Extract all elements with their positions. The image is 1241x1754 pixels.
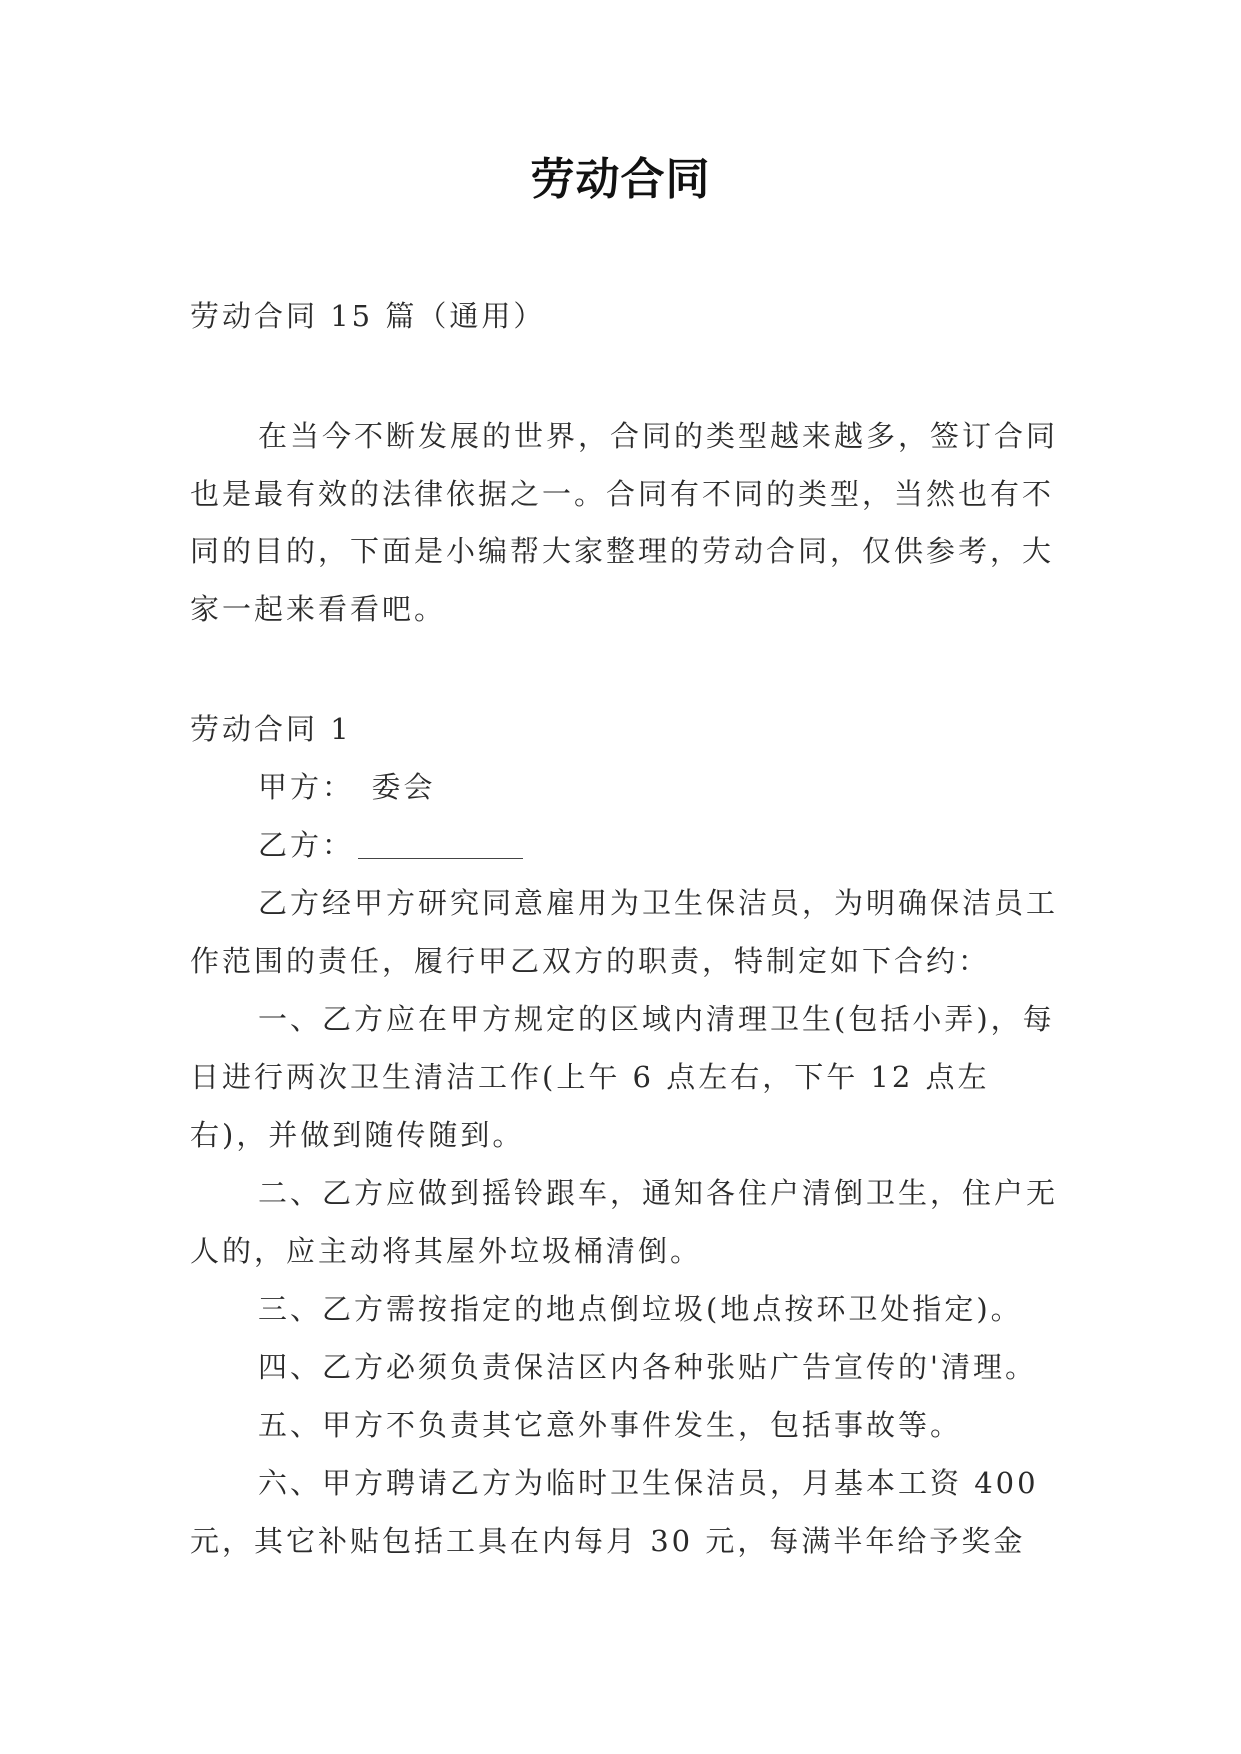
document-subtitle: 劳动合同 15 篇（通用） xyxy=(190,299,546,333)
intro-paragraph: 在当今不断发展的世界，合同的类型越来越多，签订合同也是最有效的法律依据之一。合同有不同的类型，当然也有不同的目的，下面是小编帮大家整理的劳动合同，仅供参考，大家一起来看看吧。 xyxy=(190,419,1059,626)
contract-paragraph: 乙方经甲方研究同意雇用为卫生保洁员，为明确保洁员工作范围的责任，履行甲乙双方的职责，特制定如下合约： xyxy=(190,886,1059,978)
party-a-line: 甲方： 委会 xyxy=(258,770,436,804)
contract-clause-6: 六、甲方聘请乙方为临时卫生保洁员，月基本工资 400 元，其它补贴包括工具在内每月 30 元，每满半年给予奖金 xyxy=(190,1466,1039,1558)
contract-clause-2: 二、乙方应做到摇铃跟车，通知各住户清倒卫生，住户无人的，应主动将其屋外垃圾桶清倒。 xyxy=(190,1176,1059,1268)
contract-clause-4: 四、乙方必须负责保洁区内各种张贴广告宣传的'清理。 xyxy=(258,1350,1037,1384)
contract-clause-5: 五、甲方不负责其它意外事件发生，包括事故等。 xyxy=(258,1408,963,1442)
party-b-blank xyxy=(358,828,523,859)
contract-section xyxy=(190,700,1060,1570)
party-b-label: 乙方： xyxy=(258,828,355,862)
contract-clause-1: 一、乙方应在甲方规定的区域内清理卫生(包括小弄)，每日进行两次卫生清洁工作(上午 6 点左右，下午 12 点左右)，并做到随传随到。 xyxy=(190,1002,1055,1152)
document-title: 劳动合同 xyxy=(530,154,711,205)
contract-heading: 劳动合同 1 xyxy=(190,712,352,746)
contract-clause-3: 三、乙方需按指定的地点倒垃圾(地点按环卫处指定)。 xyxy=(258,1292,1023,1326)
party-b-line xyxy=(190,816,1060,874)
